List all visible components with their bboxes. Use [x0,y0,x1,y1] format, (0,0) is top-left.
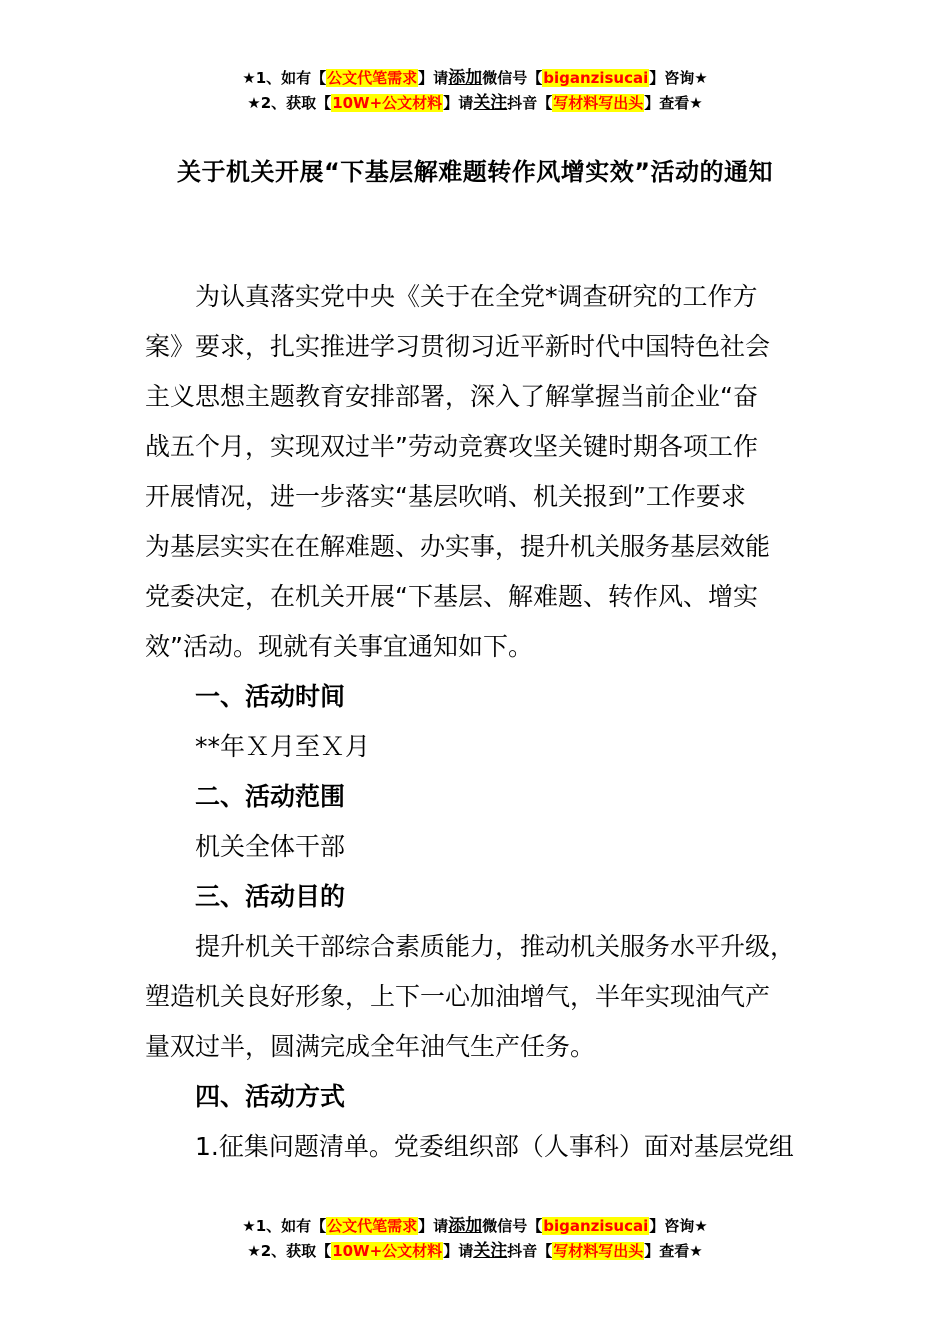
underlined-text: 关注 [473,93,508,113]
section-heading-purpose: 三、活动目的 [195,882,346,911]
banner-text: 】请 [418,69,449,87]
banner-text: 抖音【 [507,94,553,112]
banner-text: 微信号【 [482,1217,543,1235]
banner-line-2 [0,91,950,116]
douyin-id-highlight: 写材料写出头 [553,94,644,112]
intro-line: 开展情况，进一步落实“基层吹哨、机关报到”工作要求 [145,482,746,511]
banner-text: ★2、获取【 [247,94,332,112]
banner-text: ★2、获取【 [247,1242,332,1260]
intro-paragraph [145,272,815,672]
section-heading-time: 一、活动时间 [195,682,346,711]
banner-text: 】请 [443,94,474,112]
banner-text: 】查看★ [644,1242,703,1260]
banner-line-2 [0,1239,950,1264]
header-banner [0,66,950,116]
banner-text: 】咨询★ [649,1217,708,1235]
banner-text: 】咨询★ [649,69,708,87]
purpose-paragraph [145,922,815,1072]
intro-line: 效”活动。现就有关事宜通知如下。 [145,632,533,661]
banner-text: ★1、如有【 [242,69,327,87]
section-text-time: **年Ｘ月至Ｘ月 [195,732,371,761]
wechat-id-highlight: biganzisucai [543,69,649,87]
wechat-id-highlight: biganzisucai [543,1217,649,1235]
banner-line-1 [0,1214,950,1239]
banner-text: 微信号【 [482,69,543,87]
intro-line: 为认真落实党中央《关于在全党*调查研究的工作方 [195,282,758,311]
purpose-line: 量双过半，圆满完成全年油气生产任务。 [145,1032,596,1061]
intro-line: 案》要求，扎实推进学习贯彻习近平新时代中国特色社会 [145,332,771,361]
highlight-text: 10W+公文材料 [332,1242,443,1260]
intro-line: 主义思想主题教育安排部署，深入了解掌握当前企业“奋 [145,382,758,411]
douyin-id-highlight: 写材料写出头 [553,1242,644,1260]
banner-text: 抖音【 [507,1242,553,1260]
highlight-text: 公文代笔需求 [327,1217,418,1235]
intro-line: 党委决定，在机关开展“下基层、解难题、转作风、增实 [145,582,758,611]
banner-text: 】查看★ [644,94,703,112]
underlined-text: 添加 [448,68,483,88]
purpose-line: 提升机关干部综合素质能力，推动机关服务水平升级， [195,932,796,961]
intro-line: 为基层实实在在解难题、办实事，提升机关服务基层效能 [145,532,771,561]
footer-banner [0,1214,950,1264]
purpose-line: 塑造机关良好形象，上下一心加油增气，半年实现油气产 [145,982,771,1011]
section-heading-method: 四、活动方式 [195,1082,346,1111]
highlight-text: 10W+公文材料 [332,94,443,112]
banner-text: ★1、如有【 [242,1217,327,1235]
section-text-scope: 机关全体干部 [195,832,346,861]
underlined-text: 关注 [473,1241,508,1261]
banner-text: 】请 [418,1217,449,1235]
intro-line: 战五个月，实现双过半”劳动竞赛攻坚关键时期各项工作 [145,432,758,461]
banner-text: 】请 [443,1242,474,1260]
banner-line-1 [0,66,950,91]
section-heading-scope: 二、活动范围 [195,782,346,811]
highlight-text: 公文代笔需求 [327,69,418,87]
document-title: 关于机关开展“下基层解难题转作风增实效”活动的通知 [176,158,774,186]
document-body [145,272,815,1172]
underlined-text: 添加 [448,1216,483,1236]
method-line: 1.征集问题清单。党委组织部（人事科）面对基层党组 [195,1132,794,1161]
